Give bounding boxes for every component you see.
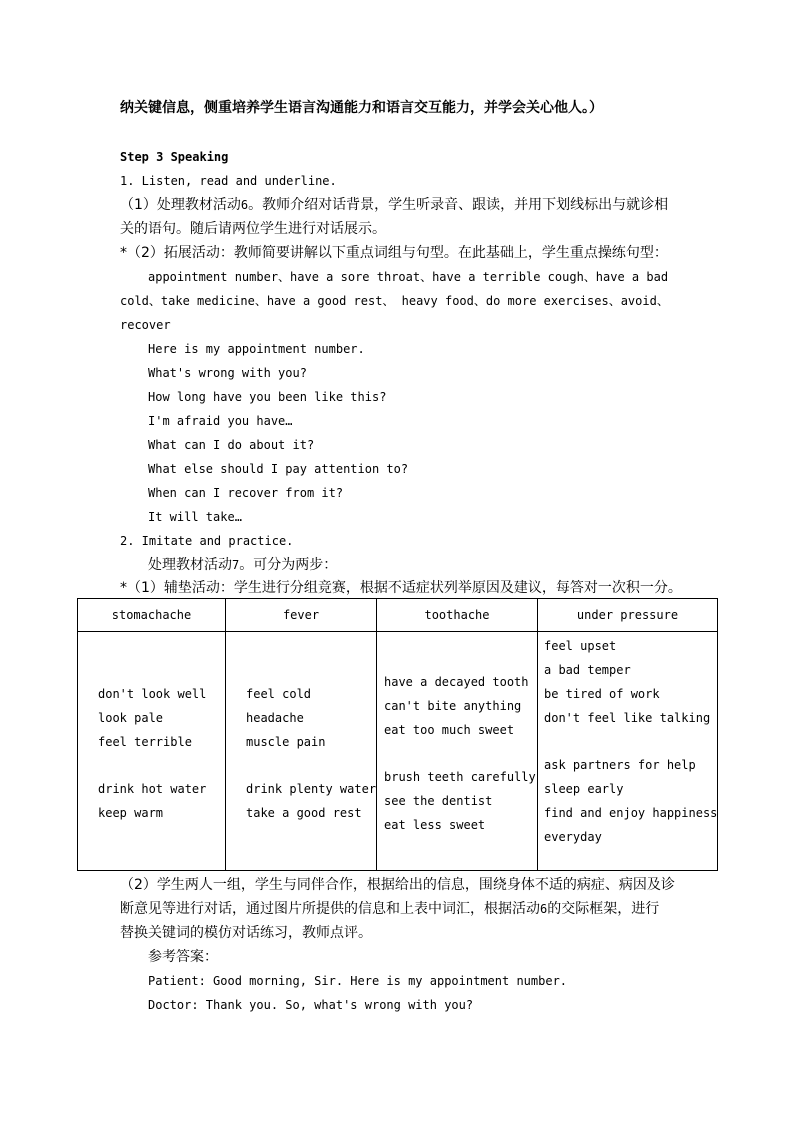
phrases-line2: cold、take medicine、have a good rest、 heavy food、do more exercises、avoid、 <box>120 294 669 308</box>
spacer <box>544 730 717 753</box>
cell-list <box>384 670 537 837</box>
section2-paragraph1 <box>148 555 337 576</box>
list-item: feel terrible <box>98 735 192 749</box>
table-row <box>78 632 718 871</box>
sentence: When can I recover from it? <box>148 486 344 500</box>
list-item: don't look well <box>98 687 207 701</box>
phrases-line3: recover <box>120 318 171 332</box>
spacer <box>246 754 376 777</box>
activity-number: 6 <box>540 902 548 916</box>
list-item: ask partners for help <box>544 758 696 772</box>
sentence: What can I do about it? <box>148 438 315 452</box>
text: 。教师介绍对话背景，学生听录音、跟读，并用下划线标出与就诊相 <box>248 197 669 213</box>
phrases-line1: appointment number、have a sore throat、have a terrible cough、have a bad <box>148 270 669 284</box>
list-item: headache <box>246 711 304 725</box>
sentence: What else should I pay attention to? <box>148 462 409 476</box>
list-item: can't bite anything <box>384 699 522 713</box>
spacer <box>98 754 225 777</box>
text: 。可分为两步： <box>239 557 338 573</box>
column-header: stomachache <box>78 599 226 632</box>
after-paragraph-line2 <box>120 899 659 920</box>
dialog-line: Patient: Good morning, Sir. Here is my appointment number. <box>148 974 568 988</box>
activity-number: 6 <box>240 198 249 212</box>
cell-list <box>246 682 376 825</box>
list-item: a bad temper <box>544 663 631 677</box>
column-header: fever <box>226 599 377 632</box>
section2-paragraph2: *（1）辅垫活动：学生进行分组竞赛，根据不适症状列举原因及建议，每答对一次积一分。 <box>120 580 682 596</box>
table-cell-toothache <box>377 632 538 871</box>
after-paragraph-line3: 替换关键词的模仿对话练习，教师点评。 <box>120 925 372 941</box>
after-paragraph-line1: （2）学生两人一组，学生与同伴合作，根据给出的信息，围绕身体不适的病症、病因及诊 <box>120 877 675 893</box>
list-item: find and enjoy happiness <box>544 806 718 820</box>
sentence: It will take… <box>148 510 242 524</box>
activity-number: 7 <box>232 558 240 572</box>
section1-paragraph2: *（2）拓展活动：教师简要讲解以下重点词组与句型。在此基础上，学生重点操练句型： <box>120 245 668 261</box>
list-item: brush teeth carefully <box>384 770 536 784</box>
reference-answer-label: 参考答案： <box>148 949 218 965</box>
sentence: Here is my appointment number. <box>148 342 365 356</box>
list-item: drink hot water <box>98 782 207 796</box>
list-item: have a decayed tooth <box>384 675 529 689</box>
list-item: don't feel like talking <box>544 711 711 725</box>
sentence: How long have you been like this? <box>148 390 387 404</box>
text: 处理教材活动 <box>148 557 232 573</box>
table-cell-stomachache <box>78 632 226 871</box>
column-header: toothache <box>377 599 538 632</box>
sentence: I'm afraid you have… <box>148 414 293 428</box>
list-item: sleep early <box>544 782 624 796</box>
section1-title: 1. Listen, read and underline. <box>120 174 337 188</box>
text: （1）处理教材活动 <box>120 197 241 213</box>
section1-paragraph1-line2: 关的语句。随后请两位学生进行对话展示。 <box>120 221 386 237</box>
list-item: drink plenty water <box>246 782 377 796</box>
list-item: feel cold <box>246 687 312 701</box>
column-header: under pressure <box>538 599 718 632</box>
list-item: eat too much sweet <box>384 723 515 737</box>
table-header-row <box>78 599 718 632</box>
intro-line: 纳关键信息，侧重培养学生语言沟通能力和语言交互能力，并学会关心他人。） <box>120 100 603 116</box>
dialog-line: Doctor: Thank you. So, what's wrong with you? <box>148 998 474 1012</box>
list-item: be tired of work <box>544 687 660 701</box>
step-heading: Step 3 Speaking <box>120 150 229 164</box>
list-item: feel upset <box>544 639 617 653</box>
list-item: eat less sweet <box>384 818 486 832</box>
sentence: What's wrong with you? <box>148 366 307 380</box>
section2-title: 2. Imitate and practice. <box>120 534 294 548</box>
list-item: keep warm <box>98 806 164 820</box>
cell-list <box>98 682 225 825</box>
list-item: see the dentist <box>384 794 493 808</box>
list-item: everyday <box>544 830 602 844</box>
spacer <box>384 742 537 765</box>
table-cell-under-pressure <box>538 632 718 871</box>
cell-list <box>544 634 717 849</box>
list-item: look pale <box>98 711 164 725</box>
symptom-table <box>77 598 718 871</box>
list-item: take a good rest <box>246 806 362 820</box>
text: 的交际框架，进行 <box>547 901 660 917</box>
text: 断意见等进行对话，通过图片所提供的信息和上表中词汇，根据活动 <box>120 901 540 917</box>
list-item: muscle pain <box>246 735 326 749</box>
section1-paragraph1-line1 <box>120 195 668 216</box>
table-cell-fever <box>226 632 377 871</box>
